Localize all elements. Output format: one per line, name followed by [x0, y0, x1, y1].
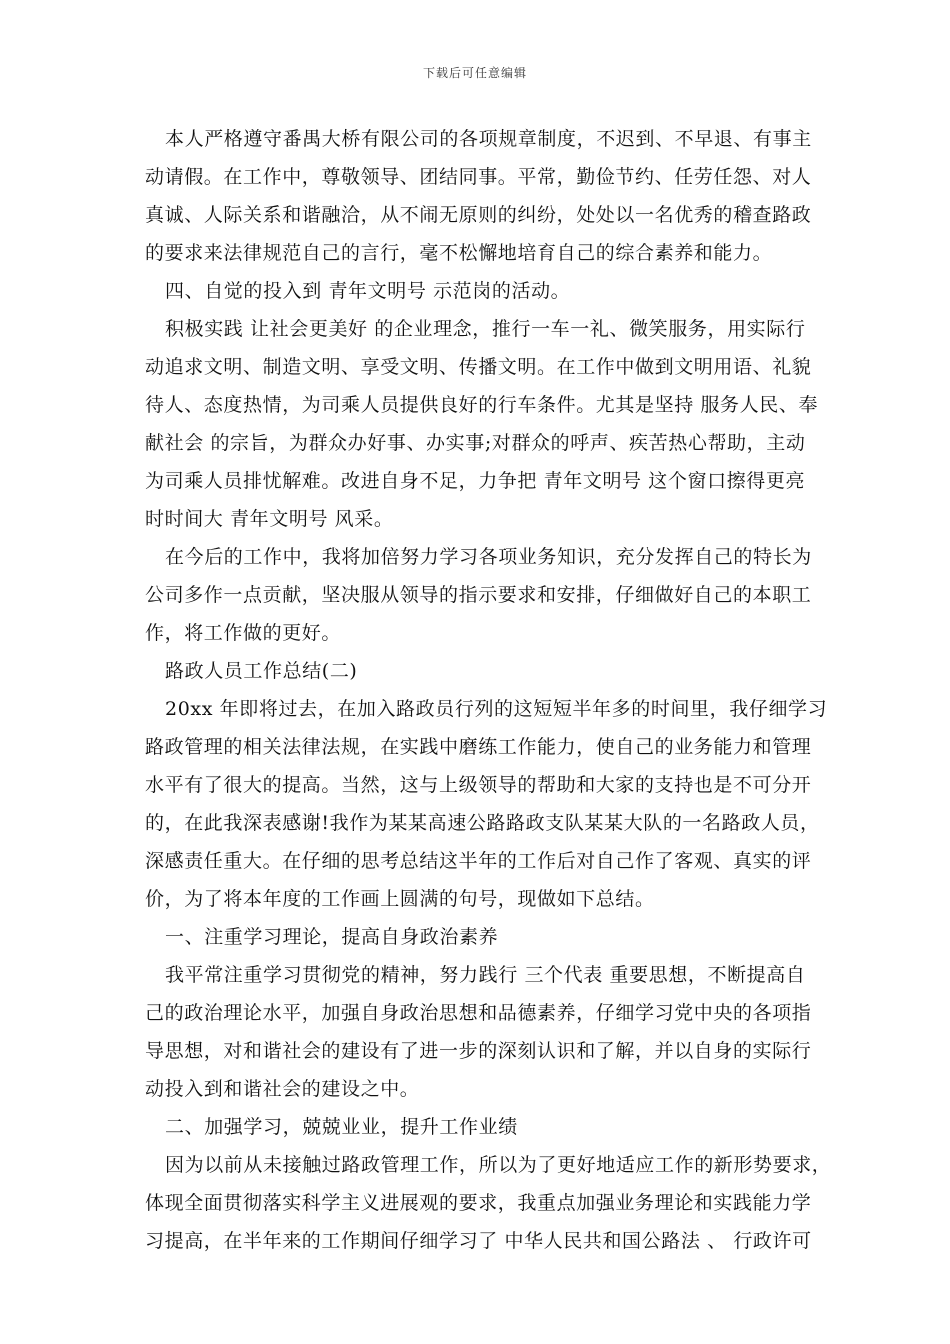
text-line: 作，将工作做的更好。	[145, 622, 342, 644]
text-line: 的要求来法律规范自己的言行，毫不松懈地培育自己的综合素养和能力。	[145, 242, 773, 264]
text-line: 动追求文明、制造文明、享受文明、传播文明。在工作中做到文明用语、礼貌	[145, 356, 812, 378]
text-line: 习提高，在半年来的工作期间仔细学习了 中华人民共和国公路法 、 行政许可	[145, 1230, 812, 1252]
text-line: 导思想，对和谐社会的建设有了进一步的深刻认识和了解，并以自身的实际行	[145, 1040, 812, 1062]
text-line: 动投入到和谐社会的建设之中。	[145, 1078, 420, 1100]
text-line: 本人严格遵守番禺大桥有限公司的各项规章制度，不迟到、不早退、有事主	[165, 128, 812, 150]
text-line: 因为以前从未接触过路政管理工作，所以为了更好地适应工作的新形势要求，	[165, 1154, 832, 1176]
text-line: 二、加强学习，兢兢业业，提升工作业绩	[165, 1116, 518, 1138]
text-line: 己的政治理论水平，加强自身政治思想和品德素养，仔细学习党中央的各项指	[145, 1002, 812, 1024]
page-header: 下载后可任意编辑	[422, 66, 527, 80]
text-line: 的，在此我深表感谢!我作为某某高速公路路政支队某某大队的一名路政人员，	[145, 812, 820, 834]
text-line: 体现全面贯彻落实科学主义进展观的要求，我重点加强业务理论和实践能力学	[145, 1192, 812, 1214]
text-line: 积极实践 让社会更美好 的企业理念，推行一车一礼、微笑服务，用实际行	[165, 318, 806, 340]
text-line: 路政管理的相关法律法规，在实践中磨练工作能力，使自己的业务能力和管理	[145, 736, 812, 758]
text-line: 四、自觉的投入到 青年文明号 示范岗的活动。	[165, 280, 571, 302]
text-line: 水平有了很大的提高。当然，这与上级领导的帮助和大家的支持也是不可分开	[145, 774, 812, 796]
text-line: 在今后的工作中，我将加倍努力学习各项业务知识，充分发挥自己的特长为	[165, 546, 812, 568]
text-line: 真诚、人际关系和谐融洽，从不闹无原则的纠纷，处处以一名优秀的稽查路政	[145, 204, 812, 226]
document-body	[145, 120, 832, 1260]
text-line: 路政人员工作总结(二)	[165, 660, 358, 682]
text-line: 为司乘人员排忧解难。改进自身不足，力争把 青年文明号 这个窗口擦得更亮	[145, 470, 806, 492]
text-line: 时时间大 青年文明号 风采。	[145, 508, 394, 530]
text-line: 一、注重学习理论，提高自身政治素养	[165, 926, 499, 948]
text-line: 献社会 的宗旨，为群众办好事、办实事;对群众的呼声、疾苦热心帮助，主动	[145, 432, 806, 454]
text-line: 20xx 年即将过去，在加入路政员行列的这短短半年多的时间里，我仔细学习	[165, 698, 828, 720]
text-line: 公司多作一点贡献，坚决服从领导的指示要求和安排，仔细做好自己的本职工	[145, 584, 812, 606]
text-line: 动请假。在工作中，尊敬领导、团结同事。平常，勤俭节约、任劳任怨、对人	[145, 166, 812, 188]
text-line: 待人、态度热情，为司乘人员提供良好的行车条件。尤其是坚持 服务人民、奉	[145, 394, 819, 416]
text-line: 价，为了将本年度的工作画上圆满的句号，现做如下总结。	[145, 888, 655, 910]
text-line: 深感责任重大。在仔细的思考总结这半年的工作后对自己作了客观、真实的评	[145, 850, 812, 872]
text-line: 我平常注重学习贯彻党的精神，努力践行 三个代表 重要思想，不断提高自	[165, 964, 806, 986]
